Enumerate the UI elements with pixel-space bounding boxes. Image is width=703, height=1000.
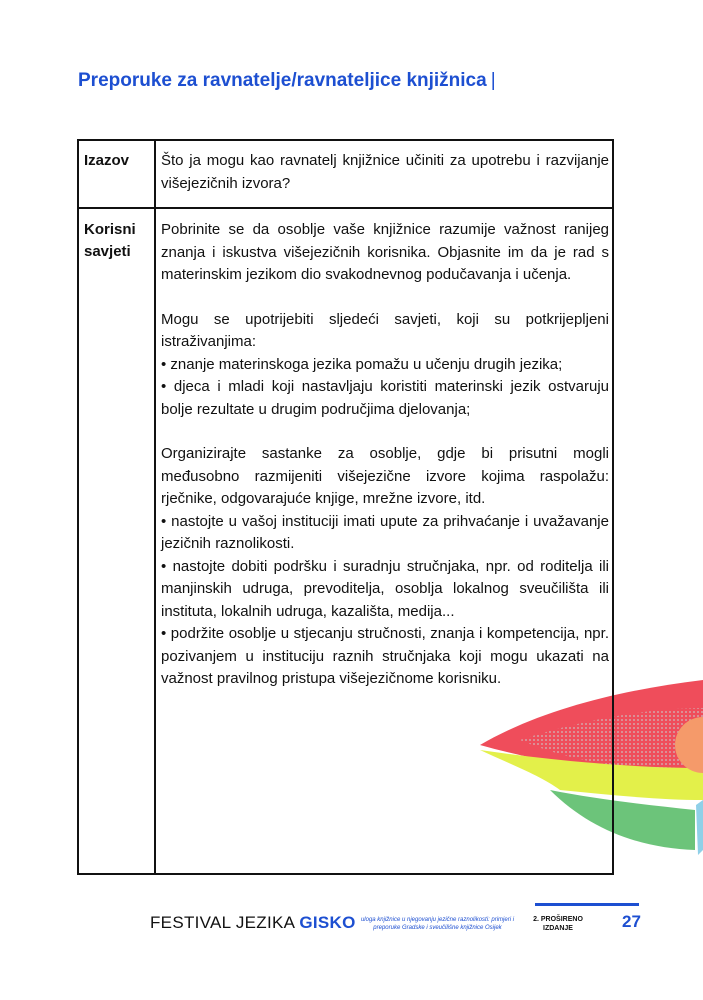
tips-bullet: • nastojte dobiti podršku i suradnju stručnjaka, npr. od roditelja ili manjinskih udruga, prevoditelja, osoblja lokalnog sveučilišta ili instituta, lokalnih udruga, kazališta, medija... [161,557,609,620]
page-title-text: Preporuke za ravnatelje/ravnateljice knjižnica [78,70,487,91]
page-number: 27 [622,912,641,931]
advice-table [77,139,614,875]
tips-bullet: • znanje materinskoga jezika pomažu u učenju drugih jezika; [161,355,563,373]
edition-label [528,915,588,933]
footer-tagline: uloga knjižnice u njegovanju jezične raznolikosti: primjeri i preporuke Gradske i sveučilišne knjižnice Osijek [360,917,515,931]
title-bar: | [490,70,496,91]
footer-brand-accent: GISKO [299,913,356,932]
tips-paragraph: Mogu se upotrijebiti sljedeći savjeti, koji su potkrijepljeni istraživanjima: [161,310,609,350]
challenge-text: Što ja mogu kao ravnatelj knjižnice učiniti za upotrebu i razvijanje višejezičnih izvora? [161,152,609,192]
footer-brand [150,913,356,933]
edition-rule [535,903,639,906]
tips-bullet: • podržite osoblje u stjecanju stručnosti, znanja i kompetencija, npr. pozivanjem u instituciju raznih stručnjaka koji mogu ukazati na važnost pravilnog pristupa višejezičnome korisniku. [161,625,609,687]
tips-paragraph: Organizirajte sastanke za osoblje, gdje bi prisutni mogli međusobno razmijeniti višejezične izvore kojima raspolažu: rječnike, odgovarajuće knjige, mrežne izvore, itd. [161,445,609,507]
deco-blue-shape [696,800,703,855]
page-title [78,70,496,92]
tips-text [161,219,609,691]
tips-bullet: • djeca i mladi koji nastavljaju koristiti materinski jezik ostvaruju bolje rezultate u drugim područjima djelovanja; [161,378,609,418]
edition-line-1: 2. PROŠIRENO [533,916,583,923]
tips-label: Korisni savjeti [84,221,136,260]
tips-bullet: • nastojte u vašoj instituciji imati upute za prihvaćanje i uvažavanje jezičnih raznolikosti. [161,512,609,552]
table-column-divider [154,141,156,873]
footer-brand-main: FESTIVAL JEZIKA [150,913,300,932]
edition-line-2: IZDANJE [543,925,573,932]
challenge-label: Izazov [84,152,130,169]
tips-paragraph: Pobrinite se da osoblje vaše knjižnice razumije važnost ranijeg znanja i iskustva višejezičnih korisnika. Objasnite im da je rad s materinskim jezikom dio svakodnevnog podučavanja i učenja. [161,221,609,283]
